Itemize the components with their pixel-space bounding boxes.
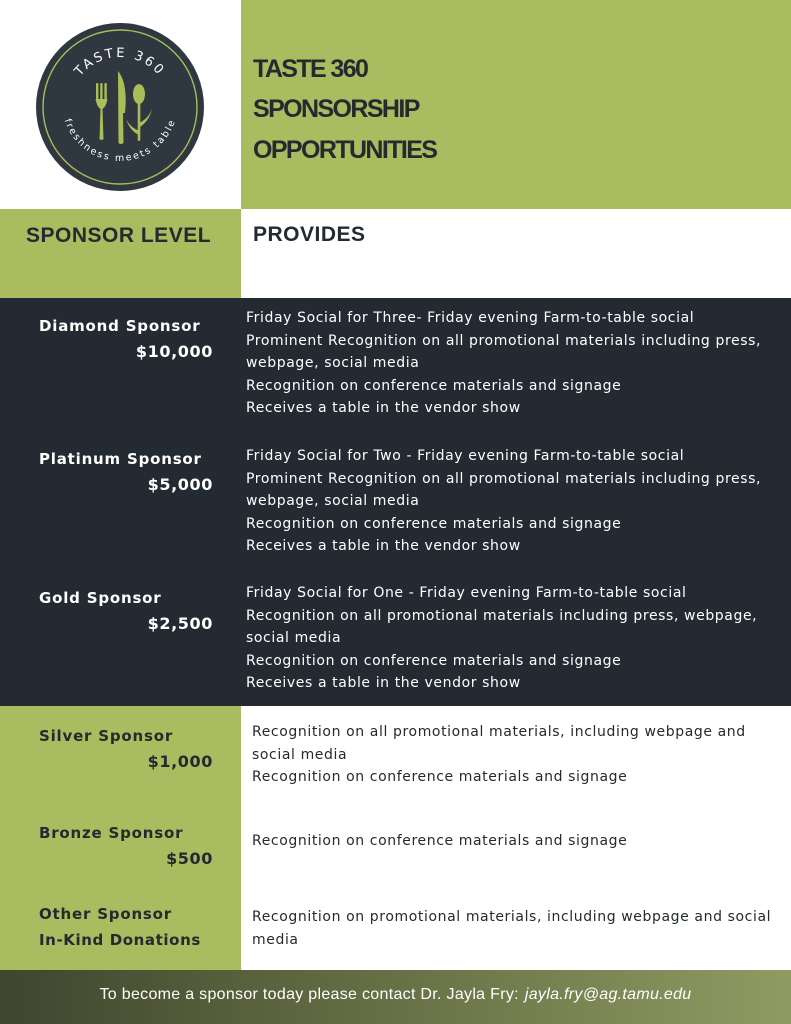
tier-benefits-platinum — [246, 445, 766, 558]
logo-cell — [0, 0, 241, 209]
tier-name-gold: Gold Sponsor — [39, 589, 162, 607]
tier-benefits-other — [252, 906, 772, 951]
benefit-line: Recognition on conference materials and signage — [246, 652, 622, 669]
tier-price-gold: $2,500 — [147, 614, 213, 633]
logo-tagline-text: freshness meets table — [61, 117, 179, 165]
benefit-line: Friday Social for Two - Friday evening Farm-to-table social — [246, 448, 685, 464]
benefit-line: Recognition on conference materials and signage — [246, 377, 622, 394]
page-title-line-2: SPONSORSHIP — [253, 95, 419, 123]
page-title-line-3: OPPORTUNITIES — [253, 136, 437, 164]
benefit-line: Prominent Recognition on all promotional materials including press, — [246, 332, 762, 349]
sponsor-level-header — [0, 209, 241, 298]
title-cell — [241, 0, 791, 209]
benefit-line: Receives a table in the vendor show — [246, 675, 521, 691]
contact-footer — [0, 970, 791, 1024]
contact-email-link[interactable]: jayla.fry@ag.tamu.edu — [524, 986, 692, 1003]
tier-price-diamond: $10,000 — [135, 342, 213, 361]
tier-benefits-diamond — [246, 307, 766, 420]
benefit-line: Recognition on all promotional materials, including webpage and — [252, 724, 746, 740]
taste360-logo — [36, 23, 204, 191]
benefit-line: social media — [246, 630, 342, 646]
tier-name-platinum: Platinum Sponsor — [39, 450, 202, 468]
tier-name-bronze: Bronze Sponsor — [39, 824, 184, 842]
footer-message: To become a sponsor today please contact Dr. Jayla Fry: — [99, 986, 519, 1003]
tier-price-platinum: $5,000 — [147, 475, 213, 494]
logo-brand-text: TASTE 360 — [71, 45, 168, 80]
provides-header — [241, 209, 791, 298]
tier-price-silver: $1,000 — [147, 752, 213, 771]
benefit-line: Friday Social for Three- Friday evening Farm-to-table social — [246, 310, 695, 326]
tier-price-other: In-Kind Donations — [39, 931, 201, 949]
benefit-line: Receives a table in the vendor show — [246, 538, 521, 554]
benefit-line: Recognition on promotional materials, including webpage and social — [252, 909, 772, 925]
benefit-line: Recognition on all promotional materials including press, webpage, — [246, 607, 758, 624]
tier-name-diamond: Diamond Sponsor — [39, 317, 201, 335]
benefit-line: media — [252, 931, 299, 948]
tier-name-other: Other Sponsor — [39, 905, 172, 923]
benefit-line: Recognition on conference materials and signage — [246, 515, 622, 532]
tier-benefits-bronze — [252, 830, 772, 853]
tier-name-silver: Silver Sponsor — [39, 727, 174, 745]
benefit-line: Prominent Recognition on all promotional materials including press, — [246, 470, 762, 487]
provides-heading: PROVIDES — [253, 223, 366, 246]
benefit-line: social media — [252, 746, 348, 763]
footer-text — [0, 986, 791, 1004]
benefit-line: Friday Social for One - Friday evening Farm-to-table social — [246, 585, 687, 601]
benefit-line: webpage, social media — [246, 493, 420, 509]
tier-benefits-gold — [246, 582, 766, 695]
benefit-line: Recognition on conference materials and signage — [252, 769, 628, 785]
tier-benefits-silver — [252, 721, 772, 789]
benefit-line: Recognition on conference materials and signage — [252, 833, 628, 849]
page-title-line-1: TASTE 360 — [253, 55, 368, 83]
benefit-line: Receives a table in the vendor show — [246, 400, 521, 416]
benefit-line: webpage, social media — [246, 355, 420, 371]
sponsor-level-heading: SPONSOR LEVEL — [26, 224, 212, 247]
tier-price-bronze: $500 — [166, 849, 213, 868]
